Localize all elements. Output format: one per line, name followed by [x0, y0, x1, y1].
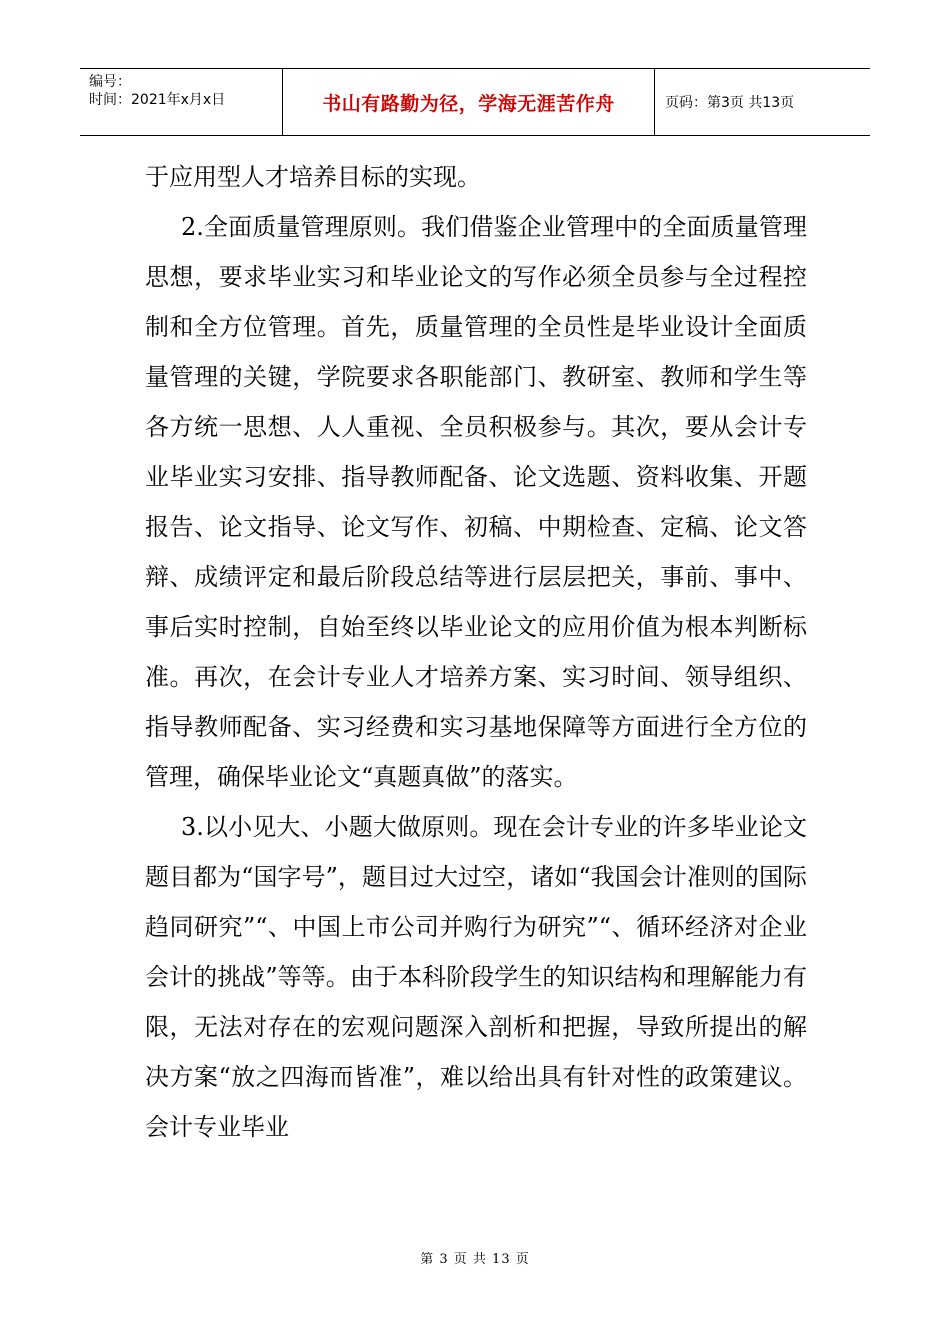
header-meta-cell: [80, 69, 283, 135]
document-body: [145, 152, 807, 1152]
document-number-label: 编号：: [89, 74, 131, 90]
header-page-info: 页码：第3页 共13页: [665, 95, 795, 111]
header-motto: 书山有路勤为径，学海无涯苦作舟: [322, 92, 615, 115]
body-paragraph: 于应用型人才培养目标的实现。: [145, 163, 481, 191]
body-paragraph: 3.以小见大、小题大做原则。现在会计专业的许多毕业论文题目都为“国字号”，题目过大过空，诸如“我国会计准则的国际趋同研究”“、中国上市公司并购行为研究”“、循环经济对企业会计的挑战”等等。由于本科阶段学生的知识结构和理解能力有限，无法对存在的宏观问题深入剖析和把握，导致所提出的解决方案“放之四海而皆准”，难以给出具有针对性的政策建议。会计专业毕业: [145, 813, 807, 1141]
page-footer: 第 3 页 共 13 页: [420, 1252, 530, 1267]
document-header: [80, 68, 870, 136]
body-paragraph: 2.全面质量管理原则。我们借鉴企业管理中的全面质量管理思想，要求毕业实习和毕业论文的写作必须全员参与全过程控制和全方位管理。首先，质量管理的全员性是毕业设计全面质量管理的关键，学院要求各职能部门、教研室、教师和学生等各方统一思想、人人重视、全员积极参与。其次，要从会计专业毕业实习安排、指导教师配备、论文选题、资料收集、开题报告、论文指导、论文写作、初稿、中期检查、定稿、论文答辩、成绩评定和最后阶段总结等进行层层把关，事前、事中、事后实时控制，自始至终以毕业论文的应用价值为根本判断标准。再次，在会计专业人才培养方案、实习时间、领导组织、指导教师配备、实习经费和实习基地保障等方面进行全方位的管理，确保毕业论文“真题真做”的落实。: [145, 213, 807, 791]
header-page-cell: [655, 69, 870, 135]
document-time-label: 时间：2021年x月x日: [89, 92, 226, 108]
header-motto-cell: [283, 69, 655, 135]
